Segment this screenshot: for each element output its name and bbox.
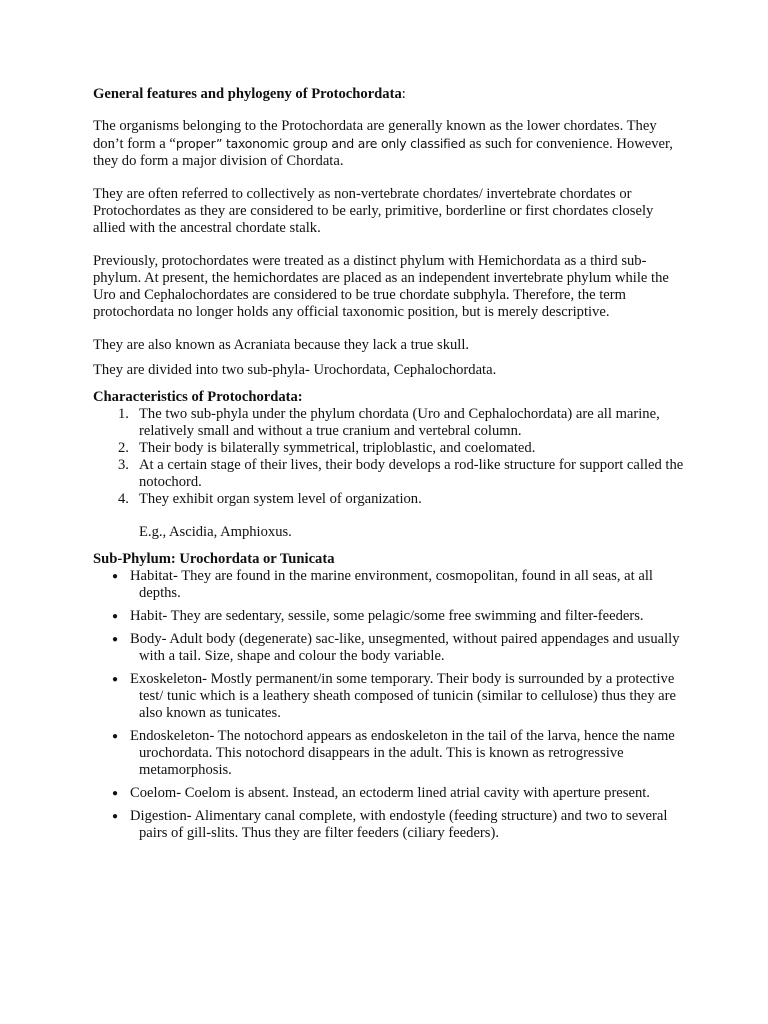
intro-p1-sentence-2a: They don’t form a “ [93,118,657,152]
urochordata-item-text: Body- Adult body (degenerate) sac-like, unsegmented, without paired appendages and usually with a tail. Size, shape and colour the body variable. [130,631,680,664]
bullet-icon: ● [112,788,119,799]
characteristics-heading: Characteristics of Protochordata: [93,389,303,405]
bullet-icon: ● [112,811,119,822]
urochordata-item-endoskeleton [93,728,688,779]
intro-p1-sentence-2c: as such for convenience. [465,136,613,152]
urochordata-item-text: Endoskeleton- The notochord appears as endoskeleton in the tail of the larva, hence the name urochordata. This notochord disappears in the adult. This is known as retrogressive metamorphosis. [130,728,675,778]
intro-p1-sentence-2b: proper” taxonomic group and are only classified [175,136,466,151]
intro-p1-sentence-3: However, they do form a major division of Chordata. [93,136,673,169]
characteristics-item [93,491,688,508]
urochordata-item-text: Digestion- Alimentary canal complete, with endostyle (feeding structure) and two to several pairs of gill-slits. Thus they are filter feeders (ciliary feeders). [130,808,668,841]
characteristics-item-text: At a certain stage of their lives, their body develops a rod-like structure for support called the notochord. [139,457,684,490]
bullet-icon: ● [112,634,119,645]
page-title [93,86,688,103]
bullet-icon: ● [112,611,119,622]
bullet-icon: ● [112,674,119,685]
urochordata-item-body [93,631,688,665]
characteristics-item-number: 2. [118,440,129,456]
title-colon: : [401,86,406,102]
intro-paragraph-4: They are also known as Acraniata because they lack a true skull. [93,337,470,353]
intro-paragraph-3: Previously, protochordates were treated as a distinct phylum with Hemichordata as a third sub-phylum. At present, the hemichordates are placed as an independent invertebrate phylum while the Uro and Cephalochordates are considered to be true chordate subphyla. Therefore, the term protochordata no longer holds any official taxonomic position, but is merely descriptive. [93,253,669,320]
urochordata-item-text: Habitat- They are found in the marine environment, cosmopolitan, found in all seas, at all depths. [130,568,653,601]
urochordata-item-text: Coelom- Coelom is absent. Instead, an ectoderm lined atrial cavity with aperture present. [130,785,650,801]
characteristics-item [93,406,688,440]
urochordata-item-coelom [93,785,688,802]
urochordata-list [93,568,688,842]
intro-p1-sentence-1: The organisms belonging to the Protochordata are generally known as the lower chordates. [93,118,624,134]
urochordata-item-text: Habit- They are sedentary, sessile, some pelagic/some free swimming and filter-feeders. [130,608,644,624]
characteristics-list [93,406,688,508]
characteristics-item-number: 4. [118,491,129,507]
intro-paragraph-1 [93,118,688,170]
intro-paragraph-5: They are divided into two sub-phyla- Urochordata, Cephalochordata. [93,362,497,378]
characteristics-item-text: The two sub-phyla under the phylum chordata (Uro and Cephalochordata) are all marine, relatively small and without a true cranium and vertebral column. [139,406,660,439]
intro-paragraph-2: They are often referred to collectively as non-vertebrate chordates/ invertebrate chordates or Protochordates as they are considered to be early, primitive, borderline or first chordates closely allied with the ancestral chordate stalk. [93,186,654,236]
characteristics-example: E.g., Ascidia, Amphioxus. [139,524,292,540]
characteristics-item-number: 3. [118,457,129,473]
characteristics-item [93,457,688,491]
characteristics-item-text: They exhibit organ system level of organization. [139,491,422,507]
bullet-icon: ● [112,731,119,742]
urochordata-heading: Sub-Phylum: Urochordata or Tunicata [93,551,335,567]
characteristics-item-text: Their body is bilaterally symmetrical, triploblastic, and coelomated. [139,440,536,456]
urochordata-item-exoskeleton [93,671,688,722]
urochordata-item-habitat [93,568,688,602]
title-text: General features and phylogeny of Protochordata [93,86,402,102]
characteristics-item-number: 1. [118,406,129,422]
urochordata-item-digestion [93,808,688,842]
bullet-icon: ● [112,571,119,582]
characteristics-item [93,440,688,457]
urochordata-item-habit [93,608,688,625]
urochordata-item-text: Exoskeleton- Mostly permanent/in some temporary. Their body is surrounded by a protective test/ tunic which is a leathery sheath composed of tunicin (similar to cellulose) thus they are also known as tunicates. [130,671,676,721]
